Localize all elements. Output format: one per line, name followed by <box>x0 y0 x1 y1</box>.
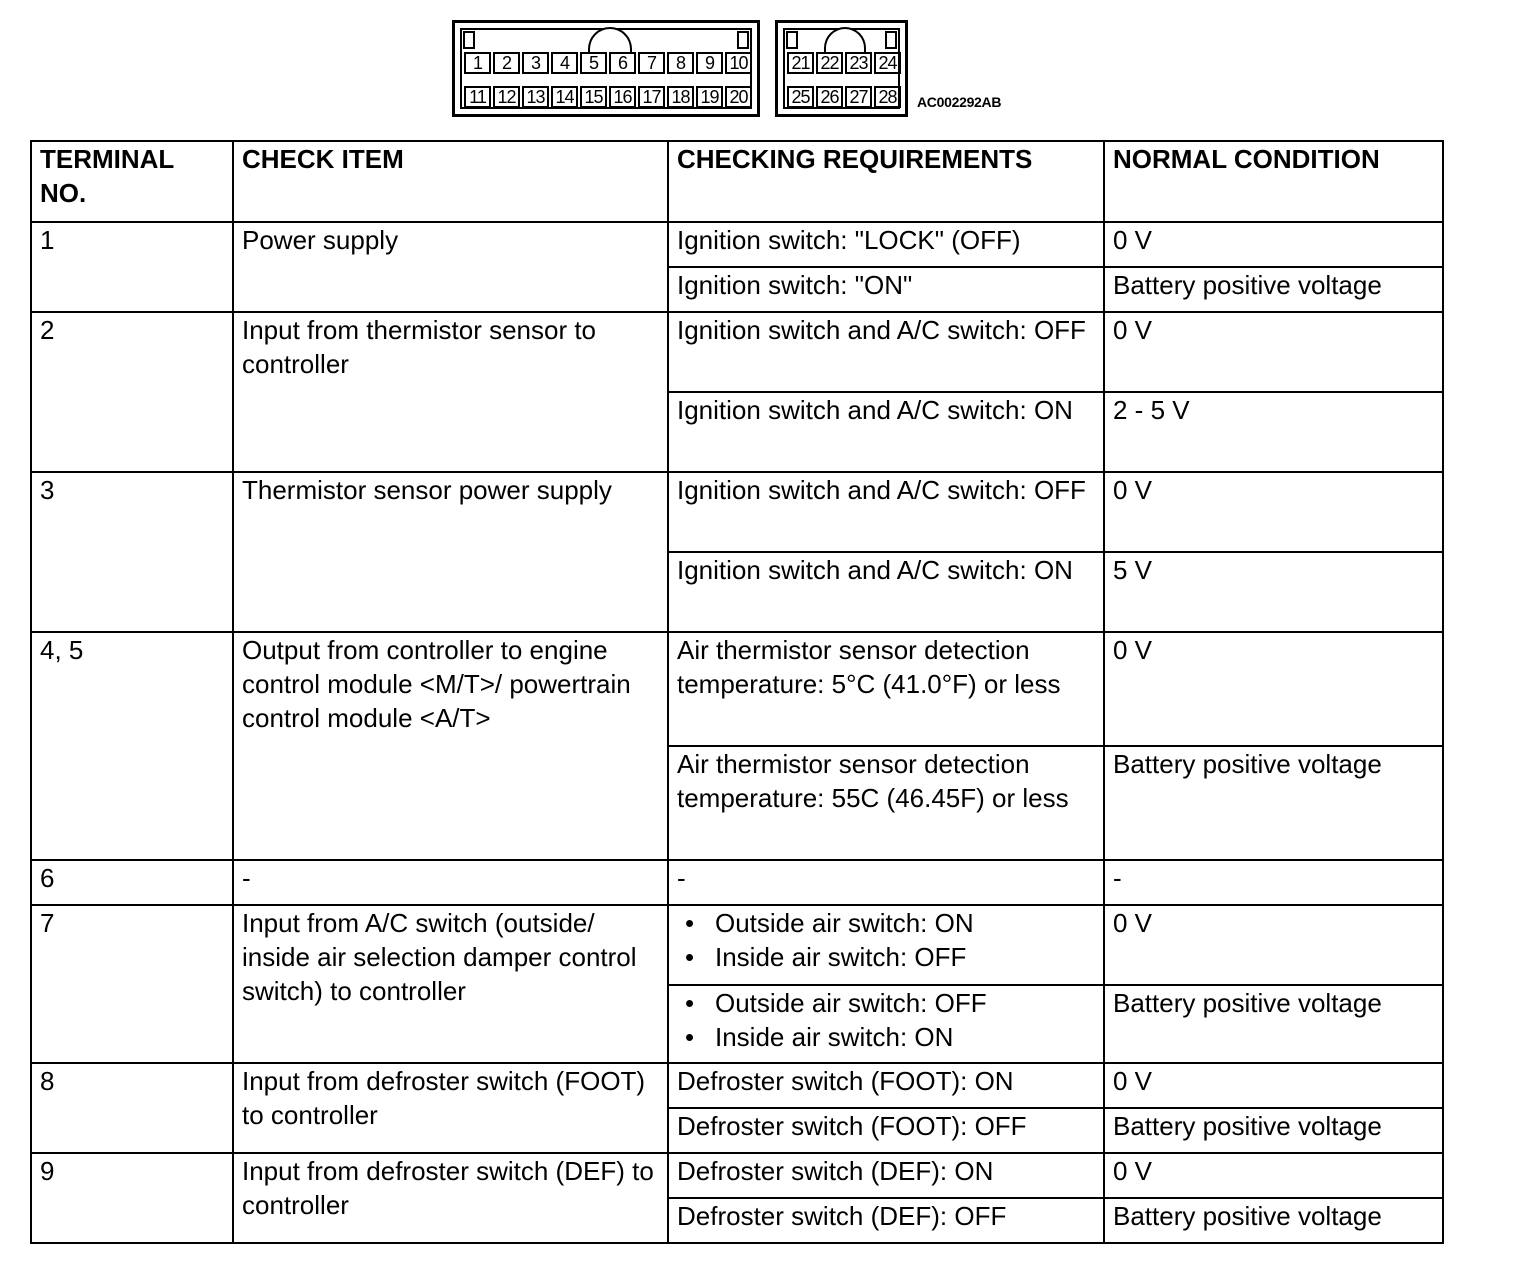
checking-requirement-cell: - <box>668 860 1104 905</box>
connector-pin: 17 <box>638 86 665 108</box>
connector-pin: 9 <box>696 52 723 74</box>
checking-requirement-cell: Air thermistor sensor detection temperature: 5°C (41.0°F) or less <box>668 632 1104 746</box>
connector-pin: 22 <box>816 52 843 74</box>
terminal-number-cell: 9 <box>31 1153 233 1243</box>
connector-pin: 8 <box>667 52 694 74</box>
normal-condition-cell: 0 V <box>1104 905 1443 985</box>
connector-b-pin-row-1 <box>787 52 901 74</box>
normal-condition-cell: 0 V <box>1104 632 1443 746</box>
normal-condition-cell: 5 V <box>1104 552 1443 632</box>
connector-b-left-latch <box>786 31 798 49</box>
connector-pin: 20 <box>725 86 752 108</box>
checking-requirement-cell: Ignition switch and A/C switch: ON <box>668 392 1104 472</box>
connector-a-pin-row-1 <box>464 52 752 74</box>
checking-requirement-cell: Ignition switch: "ON" <box>668 267 1104 312</box>
checking-requirement-cell <box>668 905 1104 985</box>
connector-pin: 23 <box>845 52 872 74</box>
connector-pin: 16 <box>609 86 636 108</box>
checking-requirement-cell: Defroster switch (DEF): ON <box>668 1153 1104 1198</box>
requirement-bullet-item: • Inside air switch: OFF <box>715 940 1097 974</box>
table-row <box>31 1063 1443 1108</box>
checking-requirement-cell: Ignition switch: "LOCK" (OFF) <box>668 222 1104 267</box>
normal-condition-cell: Battery positive voltage <box>1104 1198 1443 1243</box>
connector-pin: 7 <box>638 52 665 74</box>
connector-pin: 4 <box>551 52 578 74</box>
normal-condition-cell: Battery positive voltage <box>1104 985 1443 1063</box>
table-row <box>31 905 1443 985</box>
connector-pin: 19 <box>696 86 723 108</box>
diagram-code-label: AC002292AB <box>917 94 1002 110</box>
checking-requirement-cell: Air thermistor sensor detection temperature: 55C (46.45F) or less <box>668 746 1104 860</box>
requirement-bullet-item: • Outside air switch: OFF <box>715 986 1097 1020</box>
requirement-bullet-list <box>677 906 1097 974</box>
connector-pin: 25 <box>787 86 814 108</box>
connector-pin: 13 <box>522 86 549 108</box>
header-terminal-no: TERMINAL NO. <box>31 141 233 222</box>
terminal-number-cell: 6 <box>31 860 233 905</box>
terminal-number-cell: 4, 5 <box>31 632 233 860</box>
connector-pin: 6 <box>609 52 636 74</box>
normal-condition-cell: 0 V <box>1104 472 1443 552</box>
check-item-cell: Input from thermistor sensor to controller <box>233 312 668 472</box>
table-header-row <box>31 141 1443 222</box>
connector-b-diagram <box>775 20 908 117</box>
connector-b-right-latch <box>885 31 897 49</box>
connector-pin: 26 <box>816 86 843 108</box>
requirement-bullet-item: • Inside air switch: ON <box>715 1020 1097 1054</box>
connector-pin: 21 <box>787 52 814 74</box>
connector-pin: 28 <box>874 86 901 108</box>
table-row <box>31 312 1443 392</box>
connector-a-right-latch <box>737 31 749 49</box>
terminal-number-cell: 3 <box>31 472 233 632</box>
table-row <box>31 1153 1443 1198</box>
connector-a-left-latch <box>463 31 475 49</box>
check-item-cell: Input from defroster switch (DEF) to controller <box>233 1153 668 1243</box>
connector-pin: 27 <box>845 86 872 108</box>
table-body <box>31 222 1443 1243</box>
connector-pin: 1 <box>464 52 491 74</box>
check-item-cell: Input from defroster switch (FOOT) to controller <box>233 1063 668 1153</box>
table-row <box>31 860 1443 905</box>
checking-requirement-cell: Defroster switch (FOOT): OFF <box>668 1108 1104 1153</box>
header-normal-condition: NORMAL CONDITION <box>1104 141 1443 222</box>
connector-a-diagram <box>452 20 760 117</box>
checking-requirement-cell: Defroster switch (DEF): OFF <box>668 1198 1104 1243</box>
check-item-cell: Output from controller to engine control module <M/T>/ powertrain control module <A/T> <box>233 632 668 860</box>
terminal-number-cell: 1 <box>31 222 233 312</box>
checking-requirement-cell: Ignition switch and A/C switch: OFF <box>668 472 1104 552</box>
connector-a-pin-row-2 <box>464 86 752 108</box>
normal-condition-cell: Battery positive voltage <box>1104 746 1443 860</box>
normal-condition-cell: 0 V <box>1104 1063 1443 1108</box>
normal-condition-cell: - <box>1104 860 1443 905</box>
terminal-number-cell: 8 <box>31 1063 233 1153</box>
connector-pin: 5 <box>580 52 607 74</box>
checking-requirement-cell: Ignition switch and A/C switch: OFF <box>668 312 1104 392</box>
connector-pin: 12 <box>493 86 520 108</box>
terminal-number-cell: 2 <box>31 312 233 472</box>
connector-pin: 11 <box>464 86 491 108</box>
requirement-bullet-list <box>677 986 1097 1054</box>
normal-condition-cell: 0 V <box>1104 1153 1443 1198</box>
check-item-cell: Power supply <box>233 222 668 312</box>
table-row <box>31 222 1443 267</box>
checking-requirement-cell <box>668 985 1104 1063</box>
table-row <box>31 472 1443 552</box>
terminal-number-cell: 7 <box>31 905 233 1063</box>
normal-condition-cell: 0 V <box>1104 312 1443 392</box>
normal-condition-cell: Battery positive voltage <box>1104 1108 1443 1153</box>
connector-pin: 10 <box>725 52 752 74</box>
check-item-cell: Thermistor sensor power supply <box>233 472 668 632</box>
normal-condition-cell: Battery positive voltage <box>1104 267 1443 312</box>
connector-pin: 15 <box>580 86 607 108</box>
header-check-item: CHECK ITEM <box>233 141 668 222</box>
normal-condition-cell: 0 V <box>1104 222 1443 267</box>
normal-condition-cell: 2 - 5 V <box>1104 392 1443 472</box>
checking-requirement-cell: Defroster switch (FOOT): ON <box>668 1063 1104 1108</box>
table-row <box>31 632 1443 746</box>
connector-pin: 24 <box>874 52 901 74</box>
connector-pin: 3 <box>522 52 549 74</box>
connector-b-pin-row-2 <box>787 86 901 108</box>
connector-pin: 2 <box>493 52 520 74</box>
terminal-check-table <box>30 140 1444 1244</box>
check-item-cell: - <box>233 860 668 905</box>
connector-pin: 18 <box>667 86 694 108</box>
check-item-cell: Input from A/C switch (outside/ inside air selection damper control switch) to controller <box>233 905 668 1063</box>
checking-requirement-cell: Ignition switch and A/C switch: ON <box>668 552 1104 632</box>
connector-pin: 14 <box>551 86 578 108</box>
requirement-bullet-item: • Outside air switch: ON <box>715 906 1097 940</box>
header-checking-requirements: CHECKING REQUIREMENTS <box>668 141 1104 222</box>
